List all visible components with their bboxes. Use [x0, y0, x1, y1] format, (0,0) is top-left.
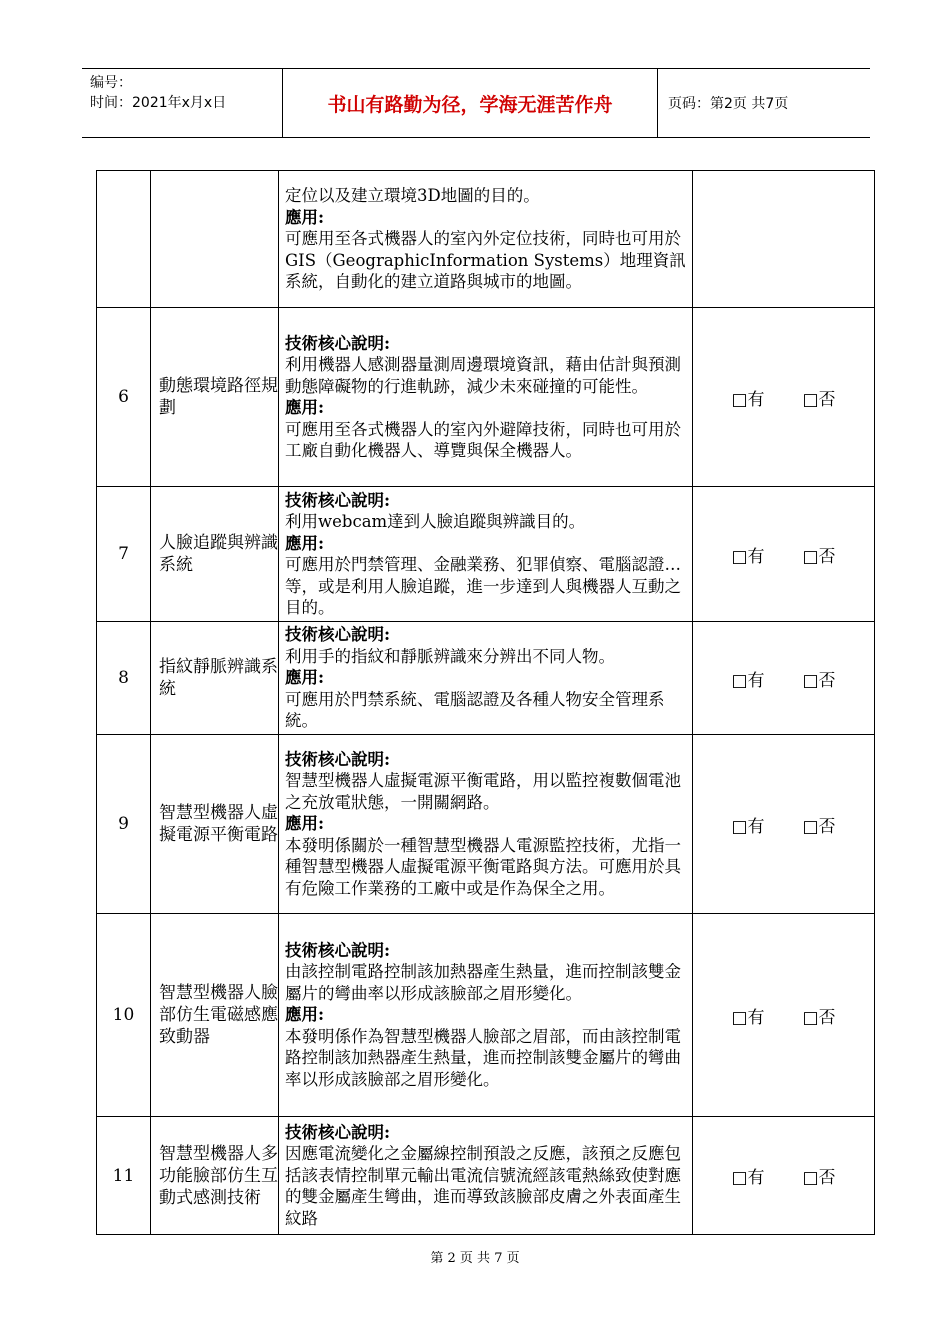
section-text: 本發明係作為智慧型機器人臉部之眉部，而由該控制電路控制該加熱器產生熱量，進而控制該雙金屬片的彎曲率以形成該臉部之眉形變化。: [285, 1026, 681, 1089]
section-heading: 應用:: [285, 1005, 325, 1025]
technology-description: [279, 487, 693, 622]
technology-name: 智慧型機器人虛擬電源平衡電路: [151, 735, 279, 914]
section-heading: 技術核心說明:: [285, 490, 391, 510]
checkbox-no[interactable]: □否: [802, 546, 836, 567]
availability-options: [693, 735, 875, 914]
technology-name: [151, 171, 279, 308]
row-number: 9: [97, 735, 151, 914]
checkbox-yes[interactable]: □有: [731, 546, 765, 567]
table-row: [97, 487, 875, 622]
section-heading: 技術核心說明:: [285, 333, 391, 353]
technology-description: [279, 914, 693, 1117]
section-text: 可應用於門禁系統、電腦認證及各種人物安全管理系統。: [285, 689, 665, 731]
table-row: [97, 171, 875, 308]
section-heading: 應用:: [285, 533, 325, 553]
section-heading: 技術核心說明:: [285, 625, 391, 645]
checkbox-yes[interactable]: □有: [731, 1007, 765, 1028]
table-row: [97, 1117, 875, 1235]
page-footer: 第 2 页 共 7 页: [430, 1251, 520, 1266]
section-text: 可應用於門禁管理、金融業務、犯罪偵察、電腦認證…等，或是利用人臉追蹤，進一步達到人與機器人互動之目的。: [285, 555, 681, 617]
technology-description: [279, 622, 693, 735]
checkbox-yes[interactable]: □有: [731, 670, 765, 691]
technology-description: [279, 1117, 693, 1235]
section-text: 定位以及建立環境3D地圖的目的。: [285, 186, 540, 206]
table-row: [97, 622, 875, 735]
technology-table: [96, 170, 875, 1235]
section-heading: 技術核心說明:: [285, 940, 391, 960]
availability-options: [693, 308, 875, 487]
section-text: 可應用至各式機器人的室內外定位技術，同時也可用於GIS（GeographicInformation Systems）地理資訊系統，自動化的建立道路與城市的地圖。: [285, 229, 686, 292]
header-number: 编号：: [90, 75, 132, 91]
section-heading: 技術核心說明:: [285, 749, 391, 769]
row-number: 10: [97, 914, 151, 1117]
section-heading: 應用:: [285, 207, 325, 227]
availability-options: [693, 171, 875, 308]
section-heading: 技術核心說明:: [285, 1122, 391, 1142]
header-page-number: 页码：第2页 共7页: [668, 96, 789, 112]
technology-name: 人臉追蹤與辨識系統: [151, 487, 279, 622]
section-text: 由該控制電路控制該加熱器產生熱量，進而控制該雙金屬片的彎曲率以形成該臉部之眉形變化。: [285, 962, 681, 1003]
availability-options: [693, 622, 875, 735]
technology-name: 動態環境路徑規劃: [151, 308, 279, 487]
section-text: 本發明係關於一種智慧型機器人電源監控技術，尤指一種智慧型機器人虛擬電源平衡電路與方法。可應用於具有危險工作業務的工廠中或是作為保全之用。: [285, 835, 681, 898]
checkbox-no[interactable]: □否: [802, 1007, 836, 1028]
technology-name: 智慧型機器人臉部仿生電磁感應致動器: [151, 914, 279, 1117]
checkbox-no[interactable]: □否: [802, 670, 836, 691]
technology-description: [279, 735, 693, 914]
table-row: [97, 308, 875, 487]
checkbox-yes[interactable]: □有: [731, 1168, 765, 1188]
section-text: 利用手的指紋和靜脈辨識來分辨出不同人物。: [285, 646, 615, 666]
row-number: 8: [97, 622, 151, 735]
checkbox-no[interactable]: □否: [802, 389, 836, 410]
table-row: [97, 735, 875, 914]
row-number: 6: [97, 308, 151, 487]
row-number: [97, 171, 151, 308]
table-row: [97, 914, 875, 1117]
availability-options: [693, 1117, 875, 1235]
technology-name: 指紋靜脈辨識系統: [151, 622, 279, 735]
header-motto: 书山有路勤为径，学海无涯苦作舟: [282, 69, 658, 137]
section-heading: 應用:: [285, 814, 325, 834]
availability-options: [693, 914, 875, 1117]
checkbox-yes[interactable]: □有: [731, 816, 765, 837]
page-header: [82, 68, 870, 138]
section-heading: 應用:: [285, 668, 325, 688]
section-text: 利用webcam達到人臉追蹤與辨識目的。: [285, 512, 586, 531]
checkbox-no[interactable]: □否: [802, 1168, 836, 1188]
availability-options: [693, 487, 875, 622]
technology-description: [279, 171, 693, 308]
section-text: 因應電流變化之金屬線控制預設之反應，該預之反應包括該表情控制單元輸出電流信號流經該電熱絲致使對應的雙金屬產生彎曲，進而導致該臉部皮膚之外表面產生紋路: [285, 1144, 681, 1228]
section-heading: 應用:: [285, 398, 325, 417]
checkbox-no[interactable]: □否: [802, 816, 836, 837]
checkbox-yes[interactable]: □有: [731, 389, 765, 410]
header-date: 时间：2021年x月x日: [90, 95, 227, 111]
technology-description: [279, 308, 693, 487]
section-text: 利用機器人感測器量測周邊環境資訊，藉由估計與預測動態障礙物的行進軌跡，減少未來碰撞的可能性。: [285, 355, 681, 396]
row-number: 7: [97, 487, 151, 622]
row-number: 11: [97, 1117, 151, 1235]
section-text: 智慧型機器人虛擬電源平衡電路，用以監控複數個電池之充放電狀態，一開關網路。: [285, 771, 681, 812]
section-text: 可應用至各式機器人的室內外避障技術，同時也可用於工廠自動化機器人、導覽與保全機器人。: [285, 419, 681, 460]
header-meta: [82, 69, 282, 137]
technology-name: 智慧型機器人多功能臉部仿生互動式感測技術: [151, 1117, 279, 1235]
